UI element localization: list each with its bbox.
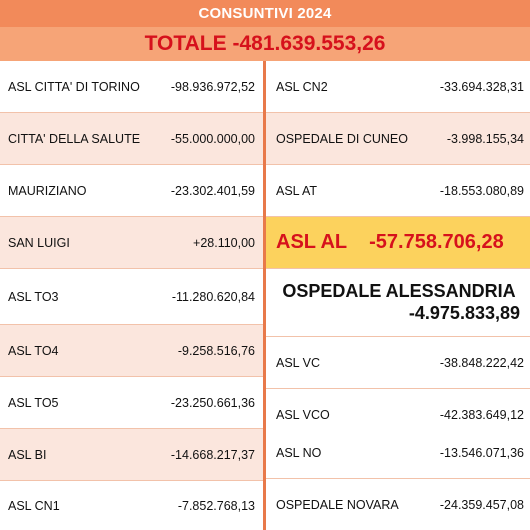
- table-row: [266, 479, 530, 530]
- table-row: [0, 481, 263, 530]
- highlighted-row-ospedale-alessandria: [266, 269, 530, 337]
- table-row: [0, 217, 263, 269]
- row-name: ASL VC: [276, 355, 321, 370]
- report-title: [0, 0, 530, 27]
- row-name: MAURIZIANO: [8, 183, 87, 198]
- total-banner: [0, 27, 530, 61]
- row-value: -23.302.401,59: [170, 183, 255, 198]
- table-row: [0, 113, 263, 165]
- row-value: -57.758.706,28: [369, 231, 504, 253]
- row-name: ASL VCO: [276, 407, 330, 422]
- table-row: [266, 337, 530, 389]
- row-value: -3.998.155,34: [446, 131, 524, 146]
- row-name: ASL AT: [276, 183, 317, 198]
- row-name: SAN LUIGI: [8, 235, 70, 250]
- report-title-text: CONSUNTIVI 2024: [198, 5, 332, 22]
- left-column: [0, 61, 263, 530]
- row-value: -7.852.768,13: [177, 498, 255, 513]
- total-label: TOTALE: [144, 32, 227, 55]
- table-row: [0, 61, 263, 113]
- row-value: -4.975.833,89: [408, 302, 520, 323]
- table-row: [0, 429, 263, 481]
- table-row: [0, 269, 263, 325]
- row-name: ASL TO5: [8, 395, 59, 410]
- row-name: OSPEDALE ALESSANDRIA: [282, 280, 516, 301]
- table-row: [0, 165, 263, 217]
- row-name: ASL AL: [276, 231, 348, 253]
- row-name: ASL CN2: [276, 79, 328, 94]
- row-name: OSPEDALE DI CUNEO: [276, 131, 408, 146]
- table-row: [266, 61, 530, 113]
- right-column: [266, 61, 530, 530]
- row-value: -13.546.071,36: [439, 445, 524, 460]
- row-name: ASL TO4: [8, 343, 59, 358]
- row-value: -38.848.222,42: [439, 355, 524, 370]
- row-value: -18.553.080,89: [439, 183, 524, 198]
- table-row: [266, 165, 530, 217]
- table-row: [0, 325, 263, 377]
- row-value: -98.936.972,52: [170, 79, 255, 94]
- row-name: ASL BI: [8, 447, 47, 462]
- row-value: -24.359.457,08: [439, 497, 524, 512]
- row-value: -55.000.000,00: [170, 131, 255, 146]
- row-value: -42.383.649,12: [439, 407, 524, 422]
- row-name: ASL TO3: [8, 289, 59, 304]
- row-value: -23.250.661,36: [170, 395, 255, 410]
- row-name: ASL CITTA' DI TORINO: [8, 79, 140, 94]
- row-name: ASL CN1: [8, 498, 60, 513]
- row-name: OSPEDALE NOVARA: [276, 497, 399, 512]
- table-row: [0, 377, 263, 429]
- table-row: [266, 427, 530, 479]
- row-name: ASL NO: [276, 445, 322, 460]
- row-value: -11.280.620,84: [171, 289, 255, 304]
- table-row: [266, 113, 530, 165]
- total-value: -481.639.553,26: [232, 32, 386, 55]
- row-value: -33.694.328,31: [439, 79, 524, 94]
- highlighted-row-asl-al: [266, 217, 530, 269]
- row-name: CITTA' DELLA SALUTE: [8, 131, 141, 146]
- row-value: +28.110,00: [193, 235, 255, 250]
- row-value: -14.668.217,37: [170, 447, 255, 462]
- row-value: -9.258.516,76: [177, 343, 255, 358]
